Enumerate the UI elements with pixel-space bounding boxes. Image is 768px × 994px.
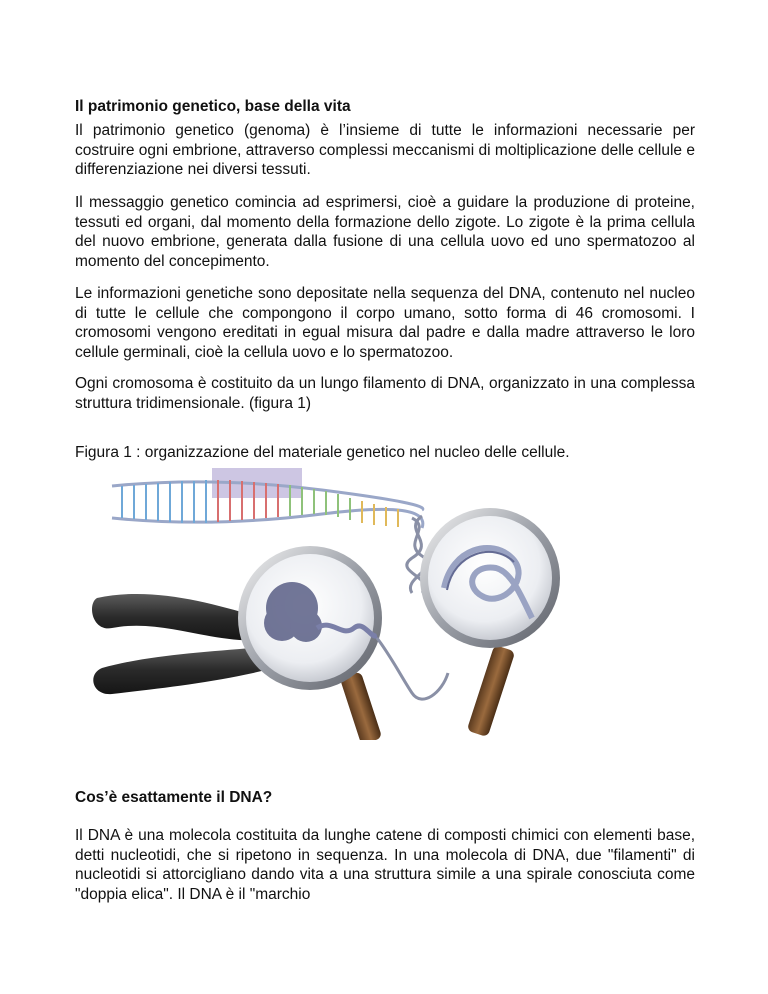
figure-caption: Figura 1 : organizzazione del materiale genetico nel nucleo delle cellule. [75,444,570,461]
paragraph-zygote: Il messaggio genetico comincia ad esprimersi, cioè a guidare la produzione di proteine, tessuti ed organi, dal momento della formazione dello zigote. Lo zigote è la prima cellula del nuovo embrione, generata dalla fusione di una cellula uovo ed uno spermatozoo al momento del concepimento. [75,194,695,270]
paragraph-dna-location: Le informazioni genetiche sono depositate nella sequenza del DNA, contenuto nel nucleo di tutte le cellule che compongono il corpo umano, sotto forma di 46 cromosomi. I cromosomi vengono ereditati in egual misura dal padre e dalla madre attraverso le loro cellule germinali, cioè la cellula uovo e lo spermatozoo. [75,285,695,361]
section-title-what-is-dna: Cos’è esattamente il DNA? [75,789,273,806]
paragraph-genome: Il patrimonio genetico (genoma) è l’insieme di tutte le informazioni necessarie per costruire ogni embrione, attraverso complessi meccanismi di moltiplicazione delle cellule e differenziazione nei diversi tessuti. [75,122,695,178]
paragraph-dna-definition: Il DNA è una molecola costituita da lunghe catene di composti chimici con elementi base, detti nucleotidi, che si ripetono in sequenza. In una molecola di DNA, due "filamenti" di nucleotidi si attorcigliano dando vita a una struttura simile a una spirale conosciuta come "doppia elica". Il DNA è il "marchio [75,827,695,903]
section-title-genetic-heritage: Il patrimonio genetico, base della vita [75,98,351,115]
magnifier-left [238,546,382,690]
paragraph-chromosome-structure: Ogni cromosoma è costituito da un lungo filamento di DNA, organizzato in una complessa struttura tridimensionale. (figura 1) [75,375,695,412]
dna-organization-illustration [92,468,572,740]
magnifier-right [420,508,560,648]
